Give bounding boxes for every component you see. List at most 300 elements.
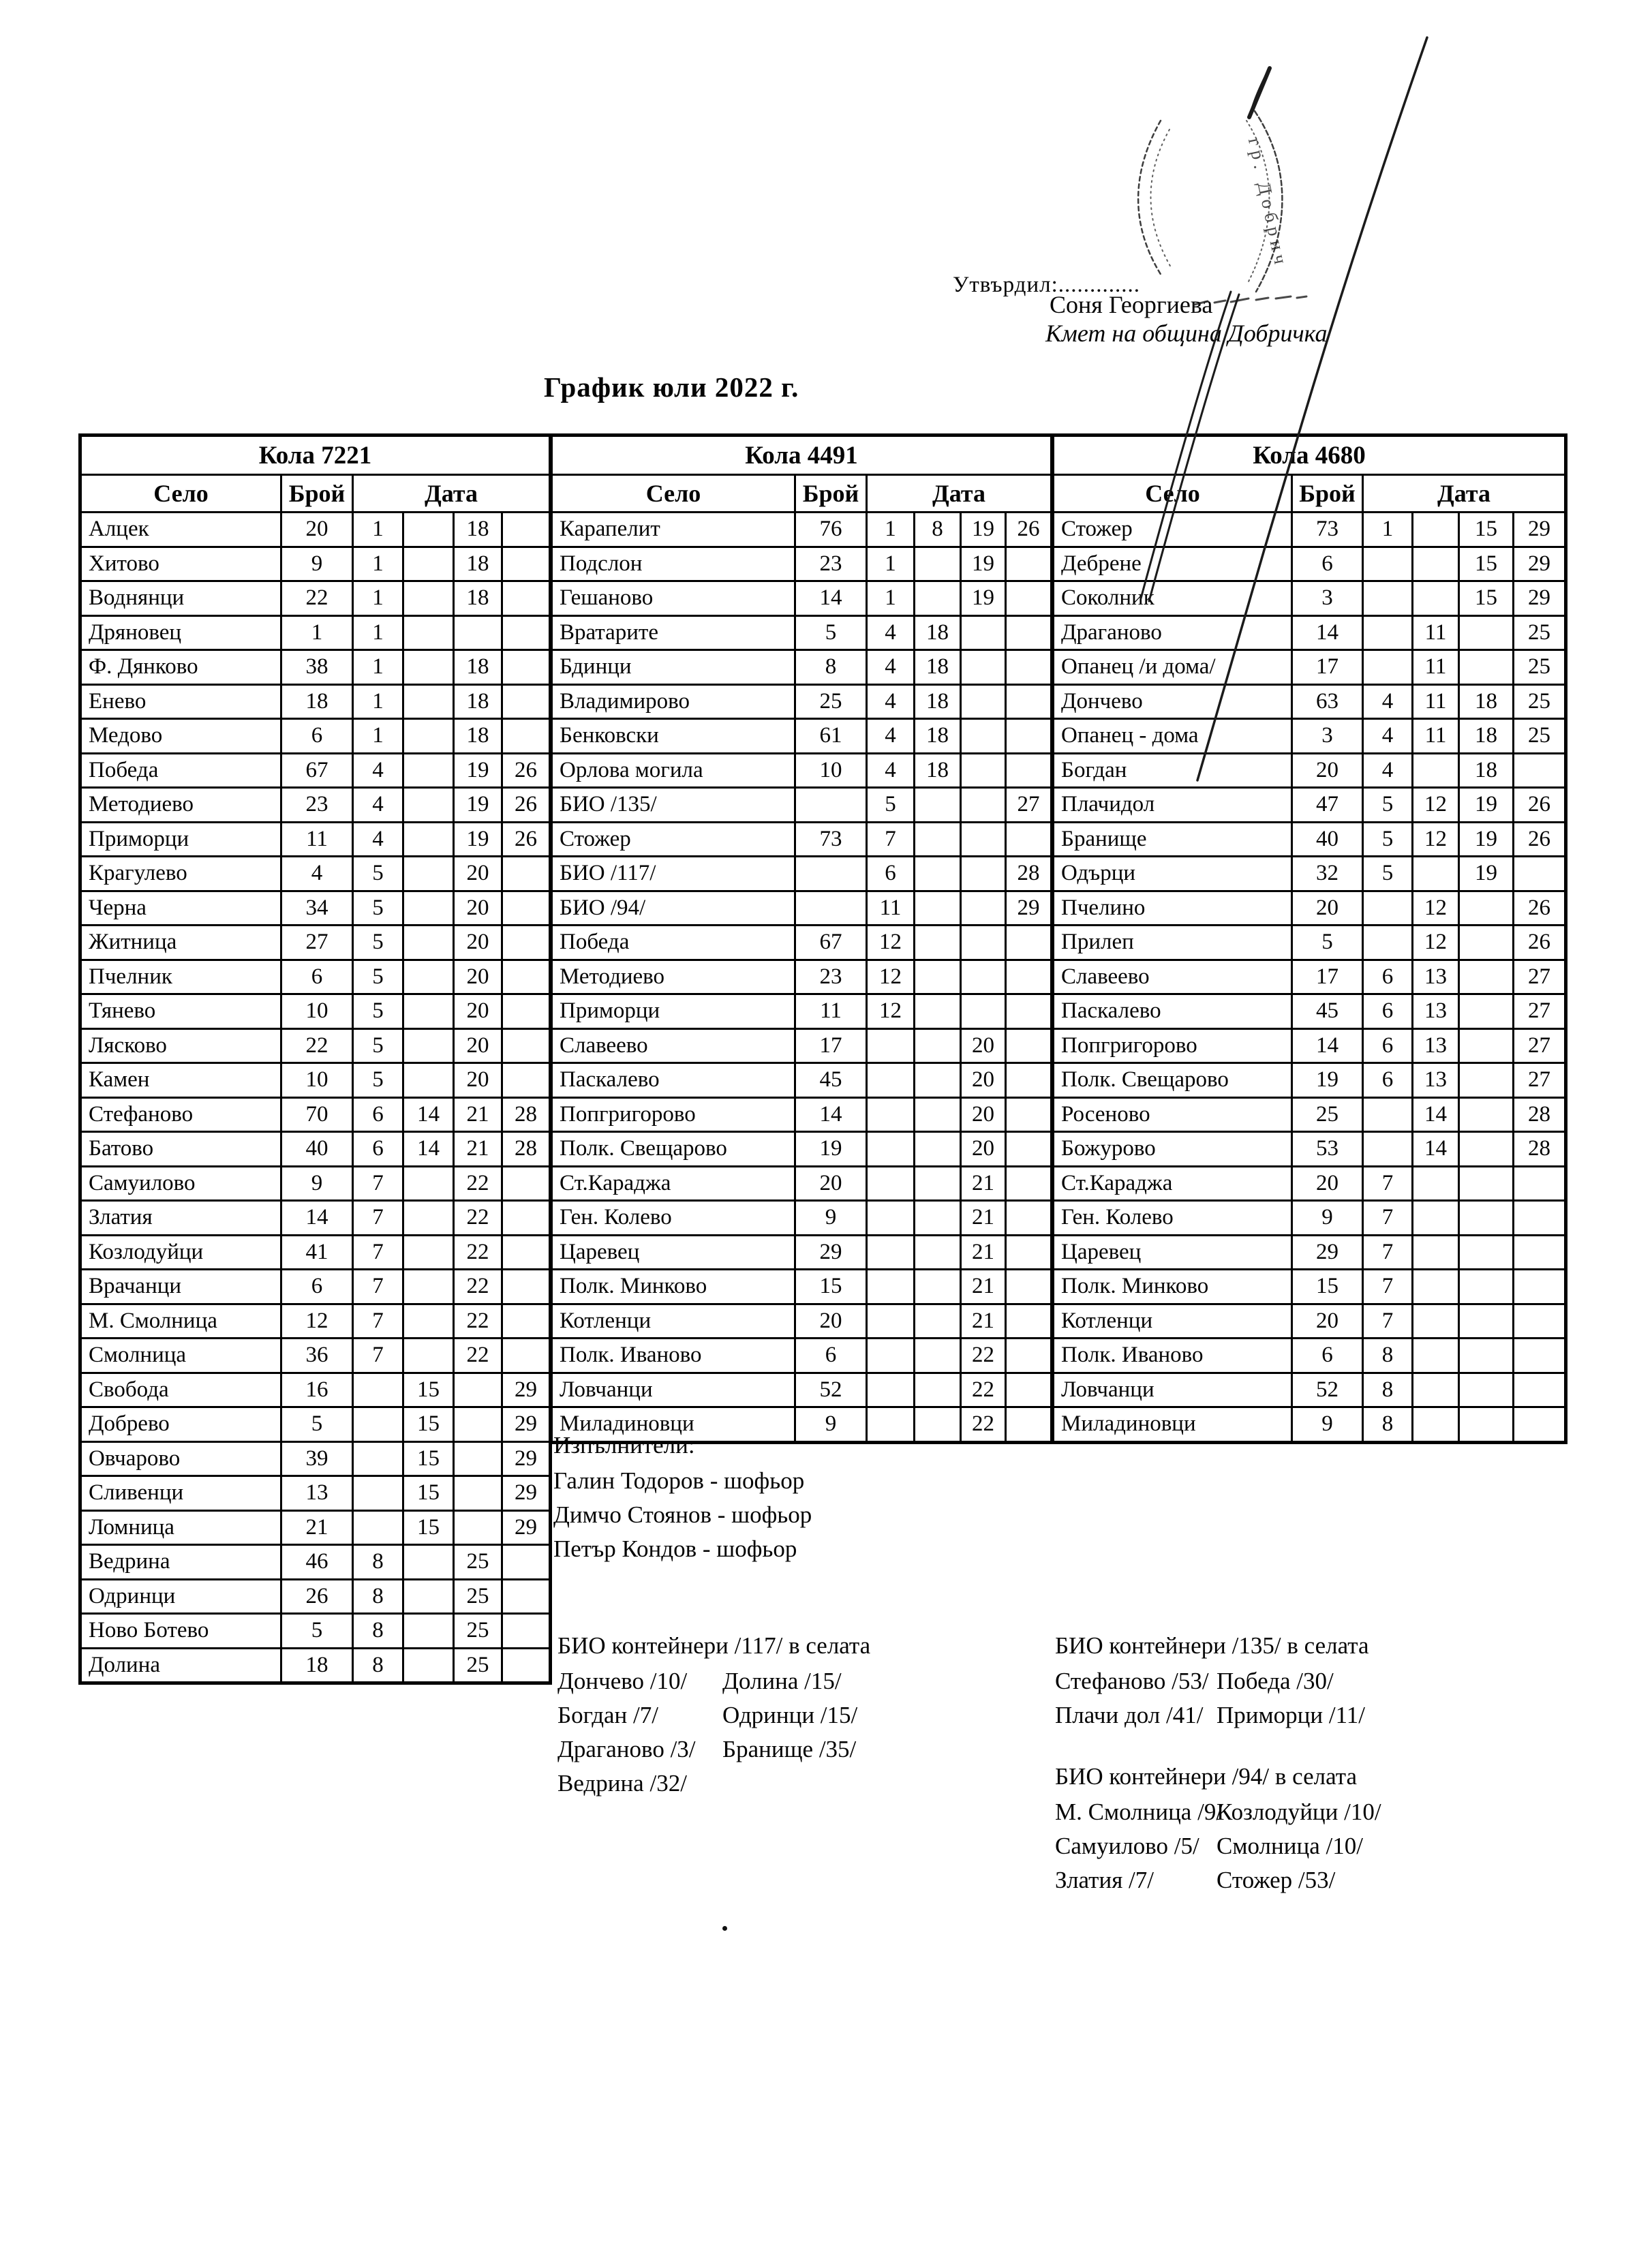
page-title: График юли 2022 г. <box>544 371 799 403</box>
count-cell: 9 <box>281 547 353 581</box>
village-cell: Опанец /и дома/ <box>1053 650 1292 685</box>
stamp-arc-right <box>1255 111 1282 292</box>
date-cell <box>1514 1304 1566 1339</box>
date-cell <box>1459 1166 1514 1201</box>
date-cell: 12 <box>867 926 915 960</box>
date-cell: 4 <box>867 719 915 754</box>
date-cell <box>1514 1235 1566 1270</box>
date-cell <box>1006 753 1052 788</box>
village-cell: Бдинци <box>551 650 795 685</box>
count-cell <box>795 788 867 823</box>
list-item: Ведрина /32/ <box>557 1770 687 1797</box>
village-cell: Славеево <box>551 1028 795 1063</box>
count-cell: 14 <box>795 581 867 616</box>
village-cell: Вратарите <box>551 615 795 650</box>
date-cell <box>1006 547 1052 581</box>
list-item: Стефаново /53/ <box>1055 1668 1209 1694</box>
date-cell: 20 <box>961 1097 1006 1132</box>
date-cell <box>502 719 551 754</box>
date-cell <box>403 1579 454 1614</box>
date-cell: 20 <box>961 1063 1006 1098</box>
date-cell: 12 <box>1413 891 1459 926</box>
schedule-row <box>551 1270 1052 1304</box>
schedule-row <box>1053 1304 1566 1339</box>
pen-nib-stroke-icon <box>1249 68 1270 117</box>
car-title: Кола 4680 <box>1053 435 1566 475</box>
count-cell: 52 <box>1292 1373 1363 1407</box>
date-cell <box>915 822 961 857</box>
date-cell: 7 <box>1363 1270 1413 1304</box>
bio-block-title: БИО контейнери /135/ в селата <box>1055 1632 1369 1659</box>
date-cell: 29 <box>1514 581 1566 616</box>
schedule-row <box>1053 719 1566 754</box>
date-cell <box>1413 513 1459 547</box>
date-cell: 22 <box>454 1201 502 1236</box>
schedule-row <box>80 1441 551 1476</box>
date-cell <box>1514 1373 1566 1407</box>
date-cell <box>867 1063 915 1098</box>
count-cell: 26 <box>281 1579 353 1614</box>
date-cell <box>502 1235 551 1270</box>
schedule-row <box>1053 615 1566 650</box>
date-cell <box>1413 1407 1459 1443</box>
date-cell <box>1363 615 1413 650</box>
schedule-row <box>80 1235 551 1270</box>
executors-label: Изпълнители: <box>553 1432 695 1458</box>
date-cell: 4 <box>1363 753 1413 788</box>
village-cell: Ст.Караджа <box>1053 1166 1292 1201</box>
bio-block-135 <box>1055 1629 1369 1732</box>
date-cell: 15 <box>1459 581 1514 616</box>
schedule-row <box>80 581 551 616</box>
village-cell: Овчарово <box>80 1441 281 1476</box>
list-item: Приморци /11/ <box>1217 1702 1366 1728</box>
date-cell <box>1514 1166 1566 1201</box>
village-cell: Медово <box>80 719 281 754</box>
count-cell: 17 <box>1292 960 1363 994</box>
date-cell <box>403 1339 454 1373</box>
date-cell: 8 <box>353 1614 403 1649</box>
schedule-row <box>80 1407 551 1442</box>
date-cell <box>915 1407 961 1443</box>
date-cell: 1 <box>867 513 915 547</box>
date-cell <box>961 926 1006 960</box>
village-cell: Славеево <box>1053 960 1292 994</box>
date-cell <box>1413 857 1459 891</box>
list-item: Долина /15/ <box>722 1668 842 1694</box>
schedule-row <box>1053 788 1566 823</box>
date-cell: 14 <box>403 1097 454 1132</box>
date-cell: 21 <box>961 1201 1006 1236</box>
date-cell: 5 <box>353 926 403 960</box>
date-cell <box>403 581 454 616</box>
date-cell: 20 <box>454 857 502 891</box>
date-cell <box>502 891 551 926</box>
village-cell: Козлодуйци <box>80 1235 281 1270</box>
count-cell: 5 <box>795 615 867 650</box>
count-cell: 14 <box>795 1097 867 1132</box>
date-cell: 1 <box>353 513 403 547</box>
village-cell: Пчелино <box>1053 891 1292 926</box>
date-cell <box>915 547 961 581</box>
date-cell: 12 <box>1413 788 1459 823</box>
village-cell: Ловчанци <box>1053 1373 1292 1407</box>
schedule-row <box>80 1304 551 1339</box>
village-cell: Опанец - дома <box>1053 719 1292 754</box>
date-cell: 7 <box>867 822 915 857</box>
date-cell: 19 <box>454 788 502 823</box>
date-cell <box>502 547 551 581</box>
schedule-row <box>1053 1097 1566 1132</box>
date-cell: 28 <box>1006 857 1052 891</box>
date-cell: 18 <box>454 684 502 719</box>
date-cell <box>1363 650 1413 685</box>
village-cell: Ф. Дянково <box>80 650 281 685</box>
schedule-row <box>80 1648 551 1683</box>
count-cell: 52 <box>795 1373 867 1407</box>
date-cell: 22 <box>961 1339 1006 1373</box>
date-cell <box>403 615 454 650</box>
list-item: Драганово /3/ <box>557 1736 696 1762</box>
date-cell <box>1006 650 1052 685</box>
village-cell: Котленци <box>551 1304 795 1339</box>
date-cell <box>915 1132 961 1167</box>
date-cell <box>961 891 1006 926</box>
date-cell: 18 <box>915 650 961 685</box>
date-cell: 29 <box>502 1407 551 1442</box>
schedule-row <box>1053 753 1566 788</box>
village-cell: Миладиновци <box>1053 1407 1292 1443</box>
car-title: Кола 7221 <box>80 435 551 475</box>
stamp-arc-right-inner <box>1246 121 1269 281</box>
count-cell: 15 <box>795 1270 867 1304</box>
date-cell <box>1413 753 1459 788</box>
stamp-arc-left-inner <box>1151 129 1172 267</box>
count-cell: 20 <box>281 513 353 547</box>
date-cell <box>961 822 1006 857</box>
date-cell <box>915 960 961 994</box>
date-cell <box>1006 581 1052 616</box>
schedule-row <box>551 960 1052 994</box>
date-cell <box>1413 1304 1459 1339</box>
date-cell <box>961 857 1006 891</box>
date-cell <box>961 994 1006 1029</box>
village-cell: Приморци <box>80 822 281 857</box>
schedule-row <box>551 1201 1052 1236</box>
date-cell <box>961 960 1006 994</box>
village-cell: Ген. Колево <box>1053 1201 1292 1236</box>
date-cell: 28 <box>502 1097 551 1132</box>
executors-section <box>553 1428 812 1566</box>
approval-label: Утвърдил:............. <box>953 273 1141 297</box>
bio-block-117 <box>557 1629 870 1801</box>
date-cell: 1 <box>867 581 915 616</box>
col-header-count: Брой <box>795 475 867 513</box>
date-cell: 29 <box>502 1373 551 1407</box>
date-cell: 20 <box>454 960 502 994</box>
date-cell <box>1413 547 1459 581</box>
schedule-row <box>551 684 1052 719</box>
schedule-row <box>551 994 1052 1029</box>
date-cell: 22 <box>454 1270 502 1304</box>
schedule-row <box>80 1579 551 1614</box>
date-cell: 7 <box>1363 1304 1413 1339</box>
date-cell: 22 <box>454 1339 502 1373</box>
date-cell: 22 <box>454 1235 502 1270</box>
date-cell: 25 <box>454 1648 502 1683</box>
count-cell: 67 <box>795 926 867 960</box>
village-cell: Ген. Колево <box>551 1201 795 1236</box>
date-cell <box>403 788 454 823</box>
date-cell <box>502 650 551 685</box>
schedule-row <box>1053 926 1566 960</box>
date-cell: 26 <box>502 788 551 823</box>
count-cell: 23 <box>795 547 867 581</box>
village-cell: Врачанци <box>80 1270 281 1304</box>
date-cell <box>1006 960 1052 994</box>
count-cell: 11 <box>795 994 867 1029</box>
village-cell: Паскалево <box>551 1063 795 1098</box>
count-cell: 70 <box>281 1097 353 1132</box>
col-header-count: Брой <box>281 475 353 513</box>
village-cell: Победа <box>80 753 281 788</box>
date-cell <box>502 1614 551 1649</box>
date-cell: 11 <box>867 891 915 926</box>
count-cell: 12 <box>281 1304 353 1339</box>
date-cell <box>502 1579 551 1614</box>
pen-nib-hairline <box>1250 75 1266 114</box>
count-cell: 18 <box>281 1648 353 1683</box>
count-cell <box>795 857 867 891</box>
village-cell: Стефаново <box>80 1097 281 1132</box>
date-cell: 19 <box>961 547 1006 581</box>
date-cell <box>867 1270 915 1304</box>
date-cell <box>1413 581 1459 616</box>
executors-list <box>553 1464 812 1566</box>
village-cell: Бенковски <box>551 719 795 754</box>
date-cell: 7 <box>353 1201 403 1236</box>
date-cell: 18 <box>454 650 502 685</box>
date-cell: 5 <box>353 1063 403 1098</box>
date-cell <box>867 1373 915 1407</box>
date-cell: 27 <box>1514 1063 1566 1098</box>
date-cell: 4 <box>1363 684 1413 719</box>
count-cell: 19 <box>1292 1063 1363 1098</box>
date-cell: 7 <box>353 1166 403 1201</box>
count-cell: 20 <box>795 1166 867 1201</box>
date-cell <box>1363 926 1413 960</box>
date-cell: 22 <box>961 1373 1006 1407</box>
schedule-row <box>80 994 551 1029</box>
village-cell: Дряновец <box>80 615 281 650</box>
date-cell: 28 <box>1514 1097 1566 1132</box>
count-cell: 20 <box>1292 1304 1363 1339</box>
date-cell: 4 <box>353 753 403 788</box>
count-cell: 45 <box>1292 994 1363 1029</box>
approver-name: Соня Георгиева <box>1050 291 1213 318</box>
date-cell <box>915 1270 961 1304</box>
date-cell <box>915 1201 961 1236</box>
date-cell: 8 <box>353 1545 403 1580</box>
count-cell: 11 <box>281 822 353 857</box>
date-cell: 20 <box>454 1028 502 1063</box>
count-cell: 5 <box>1292 926 1363 960</box>
date-cell: 4 <box>867 650 915 685</box>
village-cell: Орлова могила <box>551 753 795 788</box>
schedule-row <box>80 513 551 547</box>
date-cell: 26 <box>502 753 551 788</box>
date-cell <box>502 1270 551 1304</box>
date-cell: 1 <box>353 684 403 719</box>
village-cell: М. Смолница <box>80 1304 281 1339</box>
date-cell <box>353 1441 403 1476</box>
date-cell <box>915 788 961 823</box>
date-cell: 19 <box>1459 822 1514 857</box>
list-item: Самуилово /5/ <box>1055 1833 1199 1859</box>
count-cell: 20 <box>1292 891 1363 926</box>
date-cell: 8 <box>353 1648 403 1683</box>
date-cell: 11 <box>1413 684 1459 719</box>
date-cell: 19 <box>454 822 502 857</box>
date-cell <box>915 1063 961 1098</box>
date-cell <box>1459 1028 1514 1063</box>
schedule-row <box>1053 650 1566 685</box>
count-cell: 25 <box>795 684 867 719</box>
count-cell: 39 <box>281 1441 353 1476</box>
schedule-row <box>551 581 1052 616</box>
schedule-row <box>1053 822 1566 857</box>
village-cell: Житница <box>80 926 281 960</box>
count-cell: 73 <box>795 822 867 857</box>
count-cell: 20 <box>1292 1166 1363 1201</box>
date-cell <box>867 1339 915 1373</box>
date-cell: 28 <box>502 1132 551 1167</box>
count-cell: 20 <box>795 1304 867 1339</box>
schedule-row <box>551 822 1052 857</box>
date-cell <box>1006 1304 1052 1339</box>
count-cell: 13 <box>281 1476 353 1511</box>
date-cell <box>961 615 1006 650</box>
village-cell: Победа <box>551 926 795 960</box>
schedule-row <box>80 1270 551 1304</box>
date-cell <box>1413 1166 1459 1201</box>
village-cell: Методиево <box>551 960 795 994</box>
count-cell: 9 <box>795 1201 867 1236</box>
date-cell: 13 <box>1413 1028 1459 1063</box>
date-cell <box>915 1097 961 1132</box>
date-cell <box>403 822 454 857</box>
date-cell <box>454 1407 502 1442</box>
date-cell: 22 <box>454 1166 502 1201</box>
schedule-row <box>551 1373 1052 1407</box>
schedule-row <box>1053 1407 1566 1443</box>
date-cell: 15 <box>1459 547 1514 581</box>
date-cell: 18 <box>1459 719 1514 754</box>
village-cell: Миладиновци <box>551 1407 795 1443</box>
date-cell <box>915 994 961 1029</box>
village-cell: Камен <box>80 1063 281 1098</box>
date-cell <box>915 1373 961 1407</box>
date-cell: 22 <box>454 1304 502 1339</box>
date-cell: 26 <box>1514 788 1566 823</box>
date-cell: 8 <box>1363 1373 1413 1407</box>
date-cell <box>1413 1235 1459 1270</box>
schedule-row <box>80 1201 551 1236</box>
date-cell <box>1459 615 1514 650</box>
date-cell: 5 <box>1363 788 1413 823</box>
date-cell <box>403 1028 454 1063</box>
date-cell: 6 <box>1363 1063 1413 1098</box>
list-item: Стожер /53/ <box>1217 1867 1336 1893</box>
schedule-row <box>1053 684 1566 719</box>
village-cell: Свобода <box>80 1373 281 1407</box>
village-cell: Царевец <box>1053 1235 1292 1270</box>
count-cell: 22 <box>281 581 353 616</box>
village-cell: Полк. Свещарово <box>551 1132 795 1167</box>
schedule-row <box>80 650 551 685</box>
date-cell: 27 <box>1514 1028 1566 1063</box>
date-cell: 7 <box>1363 1201 1413 1236</box>
date-cell <box>403 547 454 581</box>
date-cell <box>915 1028 961 1063</box>
date-cell: 5 <box>1363 822 1413 857</box>
village-cell: Подслон <box>551 547 795 581</box>
village-cell: Енево <box>80 684 281 719</box>
date-cell <box>867 1201 915 1236</box>
list-item: Одринци /15/ <box>722 1702 858 1728</box>
date-cell: 27 <box>1006 788 1052 823</box>
count-cell: 47 <box>1292 788 1363 823</box>
date-cell: 7 <box>1363 1166 1413 1201</box>
village-cell: Попгригорово <box>551 1097 795 1132</box>
village-cell: Сливенци <box>80 1476 281 1511</box>
col-header-date: Дата <box>1363 475 1566 513</box>
date-cell <box>915 891 961 926</box>
schedule-table-kola-4680 <box>1051 433 1567 1444</box>
date-cell <box>1459 1304 1514 1339</box>
count-cell: 9 <box>281 1166 353 1201</box>
date-cell: 25 <box>1514 650 1566 685</box>
date-cell: 13 <box>1413 1063 1459 1098</box>
date-cell <box>454 615 502 650</box>
date-cell <box>1459 1097 1514 1132</box>
count-cell: 6 <box>281 960 353 994</box>
count-cell: 40 <box>1292 822 1363 857</box>
schedule-row <box>551 1063 1052 1098</box>
date-cell <box>502 960 551 994</box>
date-cell: 11 <box>1413 650 1459 685</box>
date-cell: 19 <box>454 753 502 788</box>
schedule-row <box>551 615 1052 650</box>
car-title: Кола 4491 <box>551 435 1052 475</box>
count-cell: 29 <box>795 1235 867 1270</box>
date-cell: 7 <box>353 1270 403 1304</box>
village-cell: Полк. Иваново <box>1053 1339 1292 1373</box>
date-cell <box>1006 1097 1052 1132</box>
date-cell <box>1514 1270 1566 1304</box>
village-cell: Полк. Минково <box>1053 1270 1292 1304</box>
date-cell <box>454 1441 502 1476</box>
count-cell: 3 <box>1292 719 1363 754</box>
village-cell: Лясково <box>80 1028 281 1063</box>
count-cell: 14 <box>1292 615 1363 650</box>
count-cell: 6 <box>281 719 353 754</box>
date-cell: 19 <box>961 581 1006 616</box>
list-item: Богдан /7/ <box>557 1702 658 1728</box>
date-cell: 20 <box>961 1028 1006 1063</box>
count-cell: 5 <box>281 1614 353 1649</box>
count-cell: 9 <box>1292 1407 1363 1443</box>
